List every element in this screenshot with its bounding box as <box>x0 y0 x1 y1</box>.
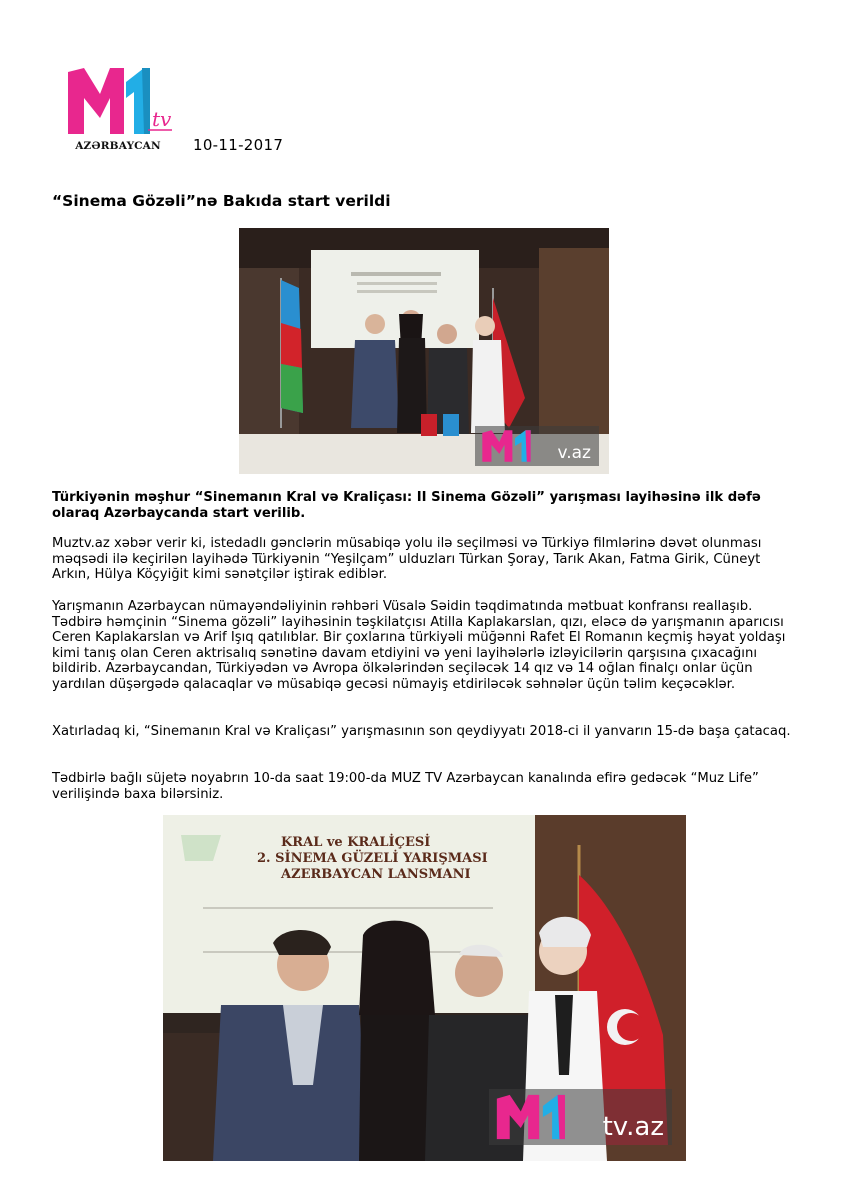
screen-line-2: 2. SİNEMA GÜZELİ YARIŞMASI <box>257 851 488 866</box>
muztv-watermark-1 <box>475 426 599 466</box>
screen-line-1: KRAL ve KRALİÇESİ <box>281 835 431 850</box>
screen-line-3: AZERBAYCAN LANSMANI <box>281 867 471 882</box>
muztv-logo[interactable] <box>64 64 176 156</box>
watermark-suffix: tv.az <box>602 1112 664 1142</box>
article-paragraph: Xatırladaq ki, “Sinemanın Kral və Kraliçası” yarışmasının son qeydiyyatı 2018-ci il yanvarın 15-də başa çatacaq. <box>52 724 791 739</box>
muztv-watermark-logo-icon <box>495 1092 602 1142</box>
logo-brand-text: AZƏRBAYCAN <box>75 140 161 152</box>
article-lead: Türkiyənin məşhur “Sinemanın Kral və Kraliçası: II Sinema Gözəli” yarışması layihəsinə ilk dəfə olaraq Azərbaycanda start verilib. <box>52 490 761 521</box>
svg-text:tv: tv <box>152 107 172 131</box>
watermark-suffix: v.az <box>557 443 591 463</box>
article-paragraph: Yarışmanın Azərbaycan nümayəndəliyinin rəhbəri Vüsalə Səidin təqdimatında mətbuat konfransı reallaşıb. Tədbirə həmçinin “Sinema gözəli” layihəsinin təşkilatçısı Atilla Kaplakarslan, qızı, eləcə də yarışmanın aparıcısı Ceren Kaplakarslan və Arif Işıq qatılıblar. Bir çoxlarına türkiyəli müğənni Rafet El Romanın keçmiş həyat yoldaşı kimi tanış olan Ceren aktrisalıq sənətinə davam etdiyini və yeni layihələrlə izləyicilərin qarşısına çıxacağını bildirib. Azərbaycandan, Türkiyədən və Avropa ölkələrindən seçiləcək 14 qız və 14 oğlan finalçı onlar üçün yardılan düşərgədə qalacaqlar və müsabiqə gecəsi nümayiş etdiriləcək səhnələr üçün təlim keçəcəklər. <box>52 599 786 692</box>
muztv-watermark-logo-icon <box>481 429 557 463</box>
publication-date: 10-11-2017 <box>193 136 284 154</box>
article-paragraph: Muztv.az xəbər verir ki, istedadlı gənclərin müsabiqə yolu ilə seçilməsi və Türkiyə filmlərinə dəvət olunması məqsədi ilə keçirilən layihədə Türkiyənin “Yeşilçam” ulduzları Türkan Şoray, Tarık Akan, Fatma Girik, Cüneyt Arkın, Hülya Köçyiğit kimi sənətçilər iştirak ediblər. <box>52 536 762 583</box>
article-title: “Sinema Gözəli”nə Bakıda start verildi <box>52 192 391 210</box>
article-paragraph: Tədbirlə bağlı süjetə noyabrın 10-da saat 19:00-da MUZ TV Azərbaycan kanalında efirə gedəcək “Muz Life” verilişində baxa bilərsiniz. <box>52 771 759 802</box>
article-photo-1 <box>239 228 609 474</box>
muztv-watermark-2 <box>489 1089 672 1145</box>
muztv-logo-mark-icon <box>64 64 176 142</box>
article-photo-2 <box>163 815 686 1161</box>
